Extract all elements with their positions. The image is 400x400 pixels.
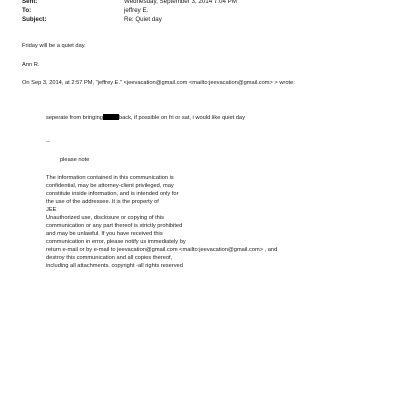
- disclaimer-line: confidential, may be attorney-client privileged, may: [46, 183, 174, 189]
- subject-value: Re: Quiet day: [124, 16, 162, 23]
- disclaimer-line: and may be unlawful. If you have received this: [46, 231, 163, 237]
- please-note: please note: [60, 157, 90, 163]
- disclaimer-line: The information contained in this communication is: [46, 175, 174, 181]
- quote-intro: On Sep 3, 2014, at 2:57 PM, "jeffrey E." <jeevacation@gmail.com <mailto:jeevacation@gmail.com> > wrote:: [22, 80, 295, 86]
- quoted-message: [46, 114, 245, 122]
- to-row: [22, 7, 148, 15]
- sent-label: Sent:: [22, 0, 38, 5]
- subject-label: Subject:: [22, 16, 47, 23]
- subject-row: [22, 16, 162, 24]
- redaction-block: [103, 114, 119, 120]
- disclaimer-line: return e-mail or by e-mail to jeevacation@gmail.com <mailto:jeevacation@gmail.com> , and: [46, 247, 278, 253]
- disclaimer-line: Unauthorized use, disclosure or copying of this: [46, 215, 164, 221]
- separator: --: [46, 139, 50, 145]
- quoted-text-before: seperate from bringing: [46, 115, 103, 121]
- disclaimer-line: including all attachments. copyright -all rights reserved: [46, 263, 183, 269]
- disclaimer-line: JEE: [46, 207, 57, 213]
- disclaimer-line: constitute inside information, and is intended only for: [46, 191, 179, 197]
- disclaimer-line: communication or any part thereof is strictly prohibited: [46, 223, 183, 229]
- to-value: jeffrey E.: [124, 7, 149, 14]
- disclaimer-line: destroy this communication and all copies thereof,: [46, 255, 173, 261]
- disclaimer-line: communication in error, please notify us immediately by: [46, 239, 186, 245]
- signature: Ann R.: [22, 62, 40, 68]
- disclaimer-line: the use of the addressee. It is the property of: [46, 199, 159, 205]
- sent-value: Wednesday, September 3, 2014 7:04 PM: [124, 0, 237, 5]
- sent-row: [22, 0, 237, 6]
- message-line: Friday will be a quiet day.: [22, 43, 86, 49]
- to-label: To:: [22, 7, 32, 14]
- quoted-text-after: back, if possible on fri or sat, i would like quiet day: [118, 115, 246, 121]
